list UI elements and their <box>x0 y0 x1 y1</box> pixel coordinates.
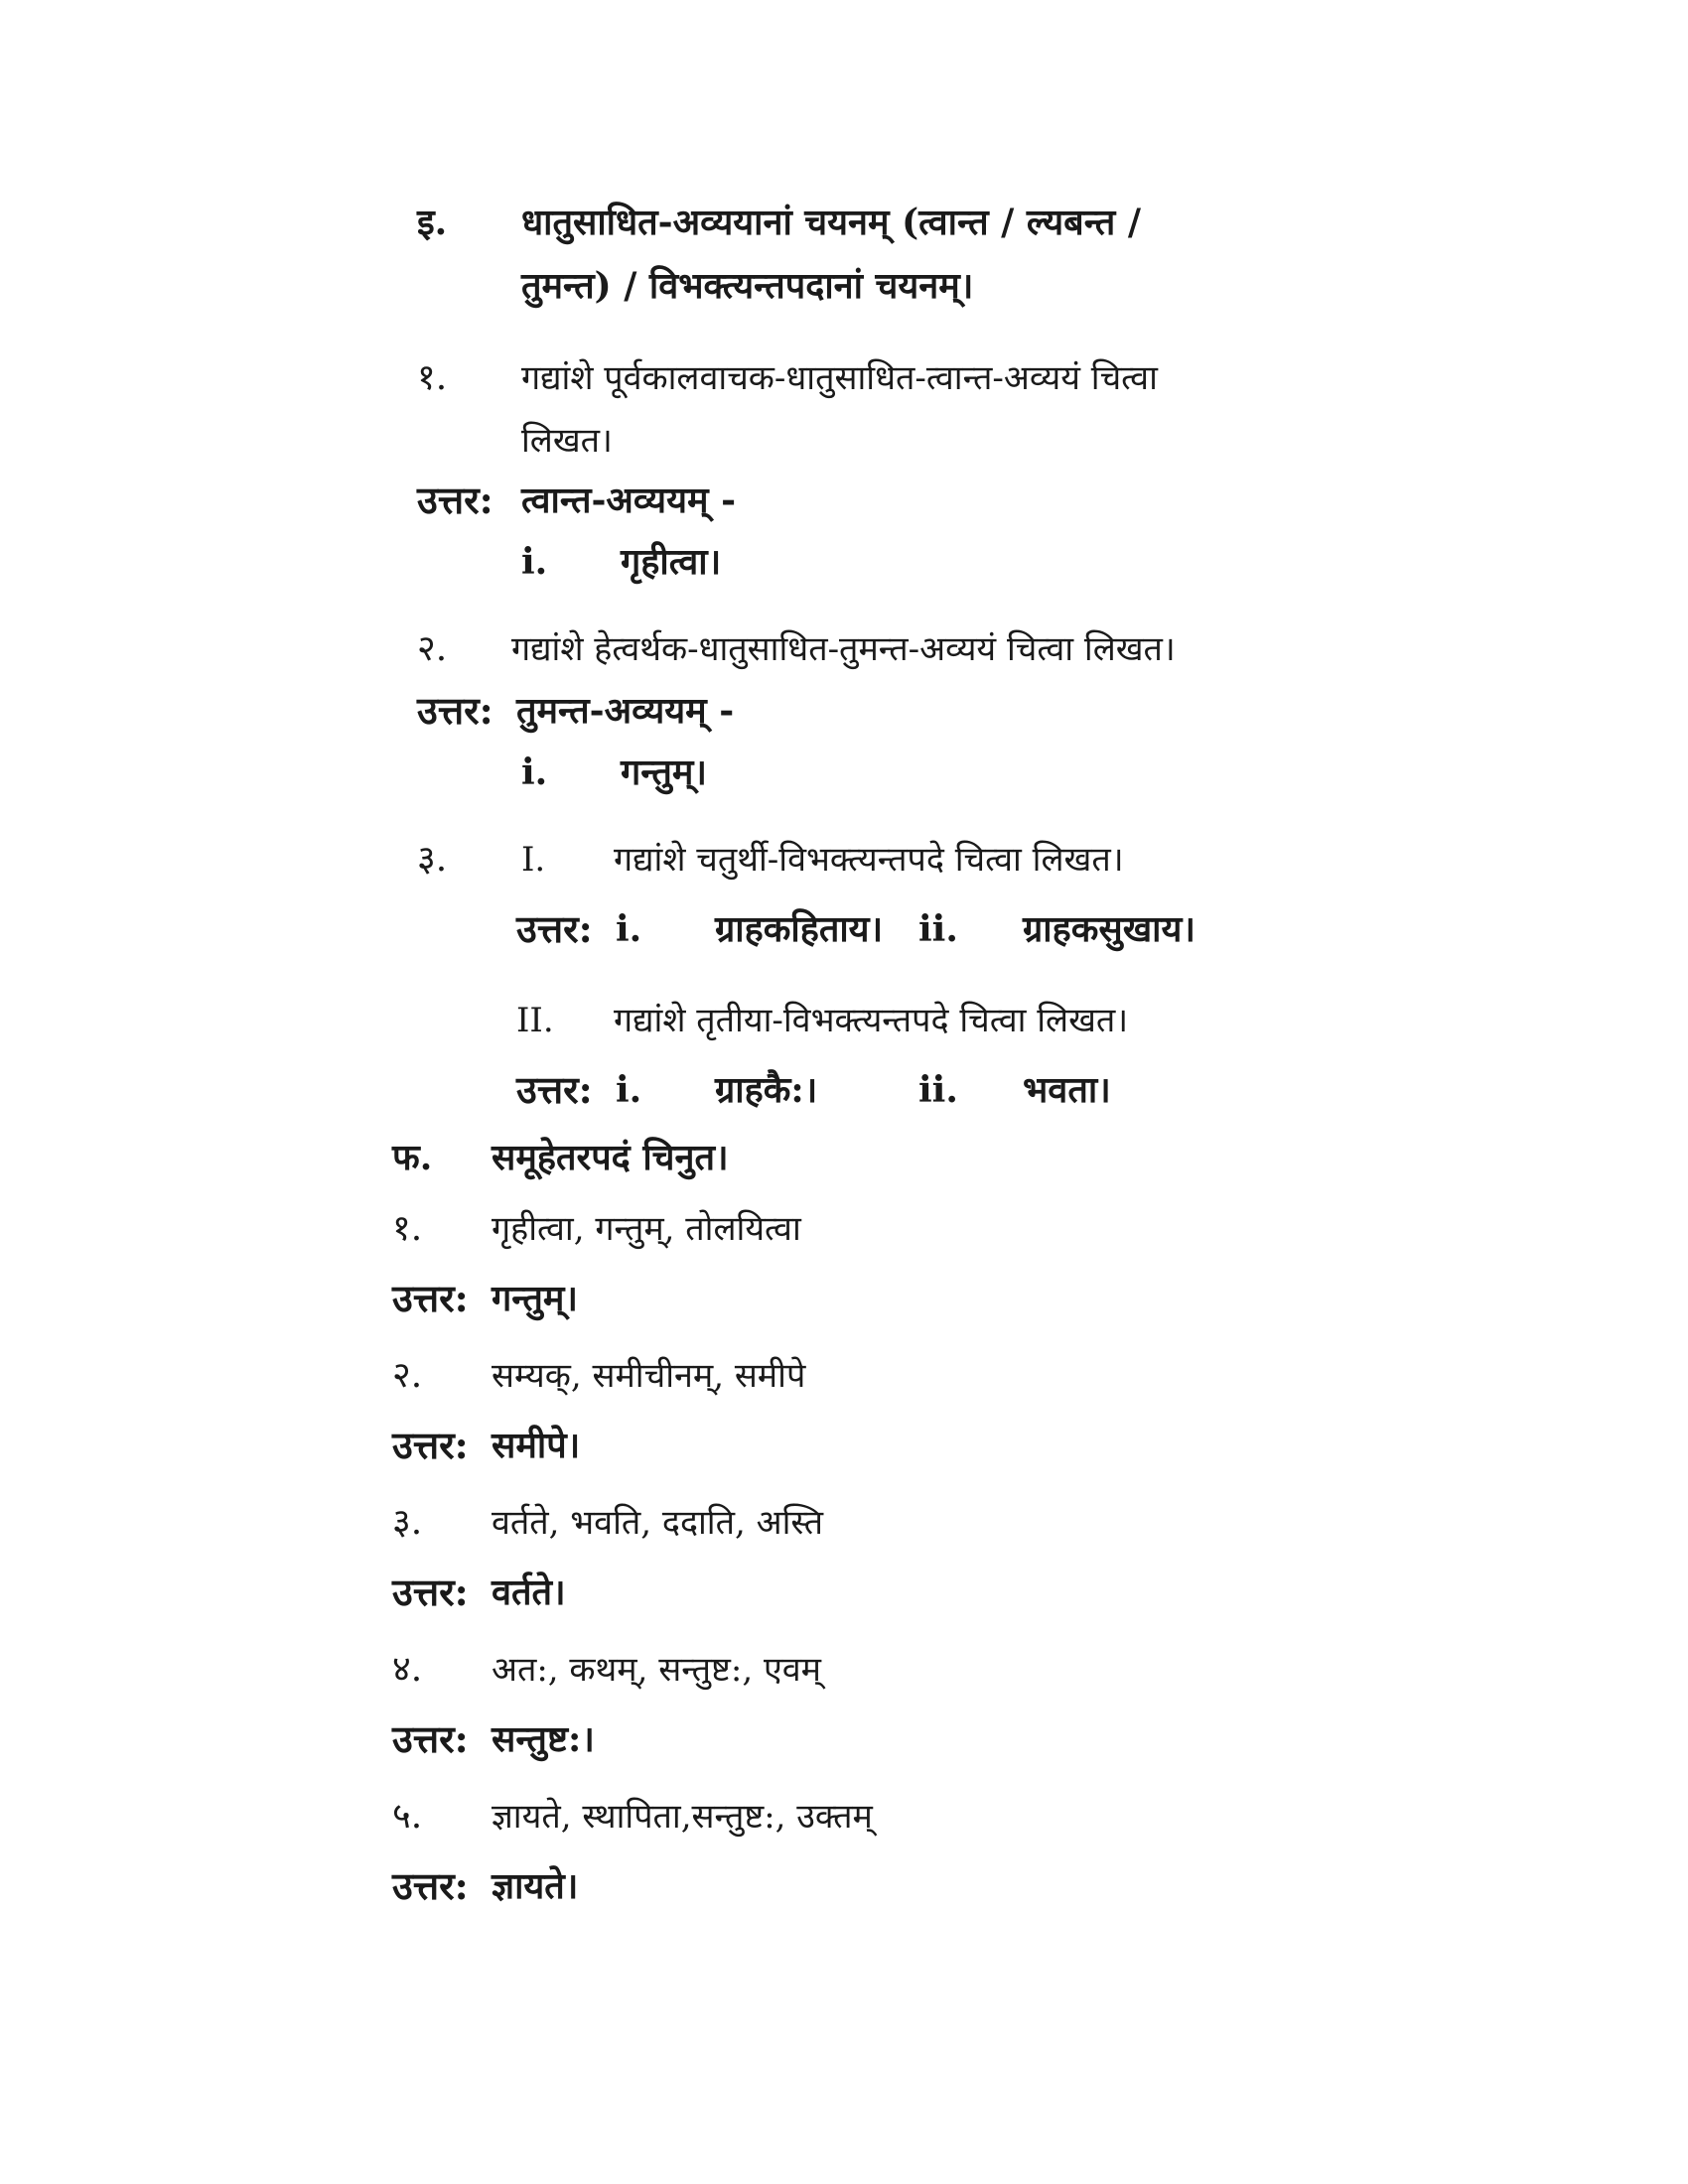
answer-item: गन्तुम्। <box>621 751 708 793</box>
sub-question-marker: II. <box>516 1001 554 1040</box>
word-group: ज्ञायते, स्थापिता,सन्तुष्ट:, उक्तम् <box>492 1797 873 1837</box>
question-number: ३. <box>417 839 448 880</box>
answer-text: वर्तते। <box>492 1571 566 1613</box>
answer-text: ज्ञायते। <box>492 1865 579 1907</box>
sub-question-text: गद्यांशे चतुर्थी-विभक्त्यन्तपदे चित्वा लिखत। <box>614 840 1124 880</box>
word-group: गृहीत्वा, गन्तुम्, तोलयित्वा <box>492 1209 801 1249</box>
answer-item-marker: i. <box>616 908 642 950</box>
question-text: गद्यांशे हेत्वर्थक-धातुसाधित-तुमन्त-अव्ययं चित्वा लिखत। <box>511 629 1176 669</box>
answer-label: उत्तर: <box>392 1276 469 1320</box>
question-number: १. <box>392 1208 423 1249</box>
sub-question-text: गद्यांशे तृतीया-विभक्त्यन्तपदे चित्वा लिखत। <box>614 1001 1129 1040</box>
answer-label: उत्तर: <box>417 478 493 522</box>
answer-text: गन्तुम्। <box>492 1278 579 1319</box>
section-marker: फ. <box>392 1137 433 1178</box>
answer-label: उत्तर: <box>516 1067 593 1112</box>
answer-label: उत्तर: <box>392 1570 469 1614</box>
answer-item-marker: i. <box>521 751 548 793</box>
sub-question-marker: I. <box>521 840 546 880</box>
question-number: २. <box>392 1355 423 1396</box>
word-group: सम्यक्, समीचीनम्, समीपे <box>492 1356 806 1396</box>
answer-text: समीपे। <box>492 1425 581 1466</box>
question-number: ५. <box>392 1796 423 1837</box>
answer-item: ग्राहकसुखाय। <box>1023 908 1196 950</box>
answer-item: ग्राहकहिताय। <box>715 908 884 950</box>
question-number: ३. <box>392 1502 423 1543</box>
section-heading: समूहेतरपदं चिनुत। <box>492 1137 729 1178</box>
answer-label: उत्तर: <box>392 1716 469 1761</box>
question-text: गद्यांशे पूर्वकालवाचक-धातुसाधित-त्वान्त-अव्ययं चित्वा <box>521 358 1158 398</box>
section-heading-line2: तुमन्त) / विभक्त्यन्तपदानां चयनम्। <box>521 265 974 307</box>
section-heading-line1: धातुसाधित-अव्ययानां चयनम् (त्वान्त / ल्यबन्त / <box>521 202 1142 243</box>
question-number: ४. <box>392 1649 423 1690</box>
answer-label: उत्तर: <box>417 688 493 733</box>
answer-heading: तुमन्त-अव्ययम् - <box>516 690 735 732</box>
word-group: अत:, कथम्, सन्तुष्ट:, एवम् <box>492 1650 822 1690</box>
answer-item-marker: i. <box>521 541 548 583</box>
question-text-cont: लिखत। <box>521 421 613 461</box>
answer-item: भवता। <box>1023 1069 1111 1111</box>
answer-label: उत्तर: <box>516 906 593 951</box>
answer-item: ग्राहकै:। <box>715 1069 818 1111</box>
word-group: वर्तते, भवति, ददाति, अस्ति <box>492 1503 823 1543</box>
answer-heading: त्वान्त-अव्ययम् - <box>521 479 737 521</box>
answer-item-marker: ii. <box>918 1069 958 1111</box>
answer-label: उत्तर: <box>392 1863 469 1908</box>
answer-label: उत्तर: <box>392 1423 469 1467</box>
answer-item-marker: i. <box>616 1069 642 1111</box>
answer-item-marker: ii. <box>918 908 958 950</box>
question-number: १. <box>417 357 448 398</box>
question-number: २. <box>417 628 448 669</box>
answer-item: गृहीत्वा। <box>621 541 722 583</box>
answer-text: सन्तुष्ट:। <box>492 1718 595 1760</box>
section-marker: इ. <box>417 202 448 243</box>
